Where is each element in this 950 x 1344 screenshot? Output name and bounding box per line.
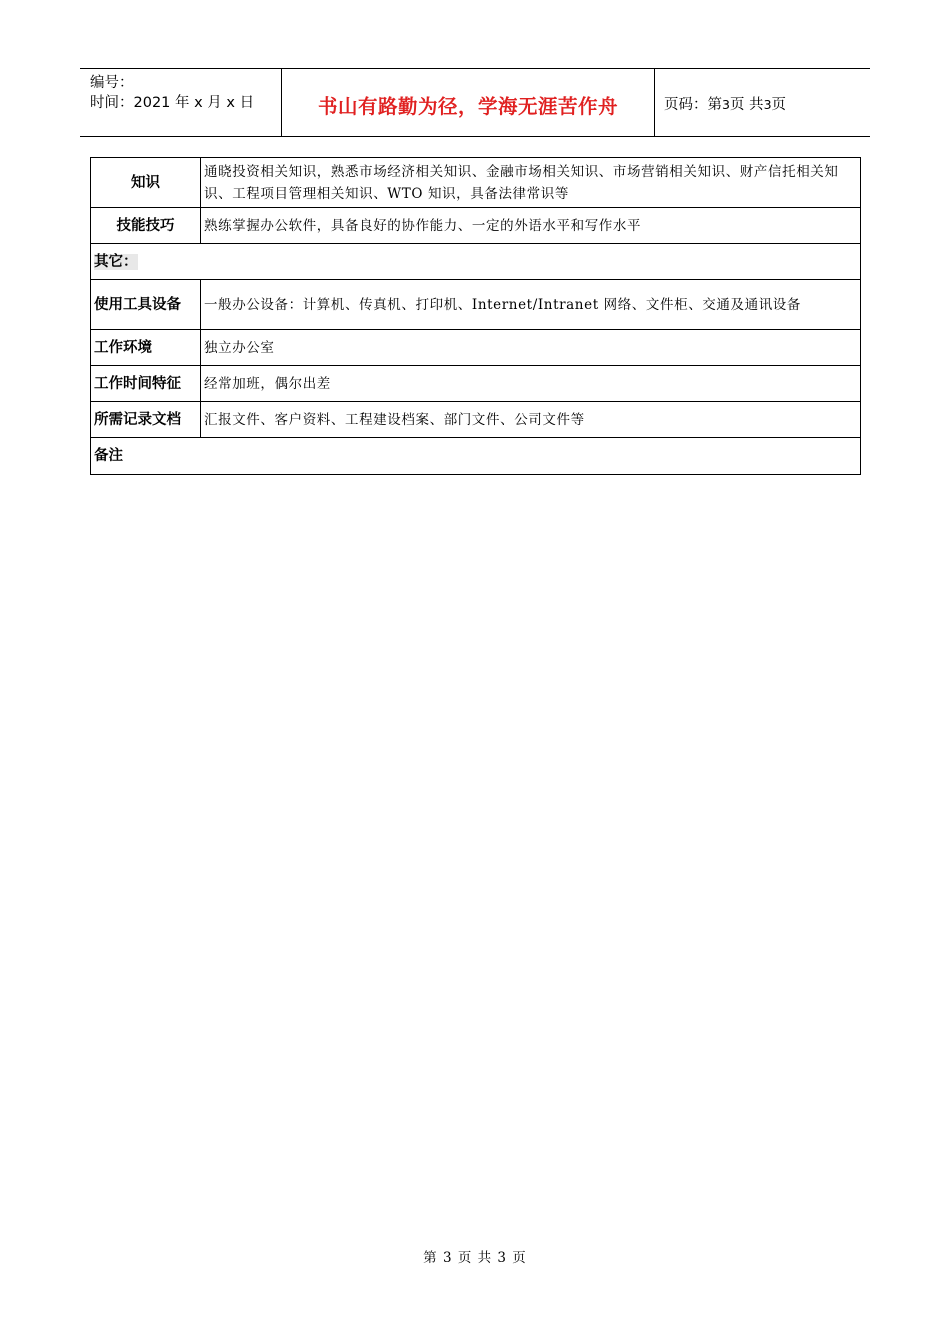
document-number-label: 编号： <box>90 75 134 91</box>
header-meta <box>90 73 280 113</box>
page-total: 3 <box>763 97 772 112</box>
page-suffix: 页 <box>771 97 787 113</box>
skills-label: 技能技巧 <box>91 208 201 244</box>
environment-label: 工作环境 <box>91 330 201 366</box>
documents-value: 汇报文件、客户资料、工程建设档案、部门文件、公司文件等 <box>201 402 861 438</box>
remarks-heading: 备注 <box>91 438 861 475</box>
environment-value: 独立办公室 <box>201 330 861 366</box>
header-divider <box>654 69 655 136</box>
table-row <box>91 402 861 438</box>
table-row <box>91 330 861 366</box>
table-row <box>91 438 861 475</box>
other-section-heading <box>91 244 861 280</box>
tools-value: 一般办公设备：计算机、传真机、打印机、Internet/Intranet 网络、文件柜、交通及通讯设备 <box>201 280 861 330</box>
knowledge-label: 知识 <box>91 158 201 208</box>
table-row <box>91 280 861 330</box>
tools-label: 使用工具设备 <box>91 280 201 330</box>
table-row <box>91 244 861 280</box>
documents-label: 所需记录文档 <box>91 402 201 438</box>
page-current: 3 <box>722 97 730 112</box>
knowledge-value: 通晓投资相关知识，熟悉市场经济相关知识、金融市场相关知识、市场营销相关知识、财产信托相关知识、工程项目管理相关知识、WTO 知识，具备法律常识等 <box>201 158 861 208</box>
table-row <box>91 208 861 244</box>
work-time-value: 经常加班，偶尔出差 <box>201 366 861 402</box>
job-description-table <box>90 157 861 475</box>
other-heading-text: 其它： <box>94 253 138 270</box>
work-time-label: 工作时间特征 <box>91 366 201 402</box>
page-footer: 第 3 页 共 3 页 <box>423 1250 527 1266</box>
header-page-info <box>664 93 786 114</box>
skills-value: 熟练掌握办公软件，具备良好的协作能力、一定的外语水平和写作水平 <box>201 208 861 244</box>
table-row <box>91 158 861 208</box>
page-mid: 页 共 <box>729 97 764 113</box>
page-header <box>80 68 870 137</box>
header-motto: 书山有路勤为径，学海无涯苦作舟 <box>317 95 618 118</box>
document-time: 时间：2021 年 x 月 x 日 <box>90 95 255 111</box>
table-row <box>91 366 861 402</box>
page-prefix: 页码：第 <box>664 97 722 113</box>
